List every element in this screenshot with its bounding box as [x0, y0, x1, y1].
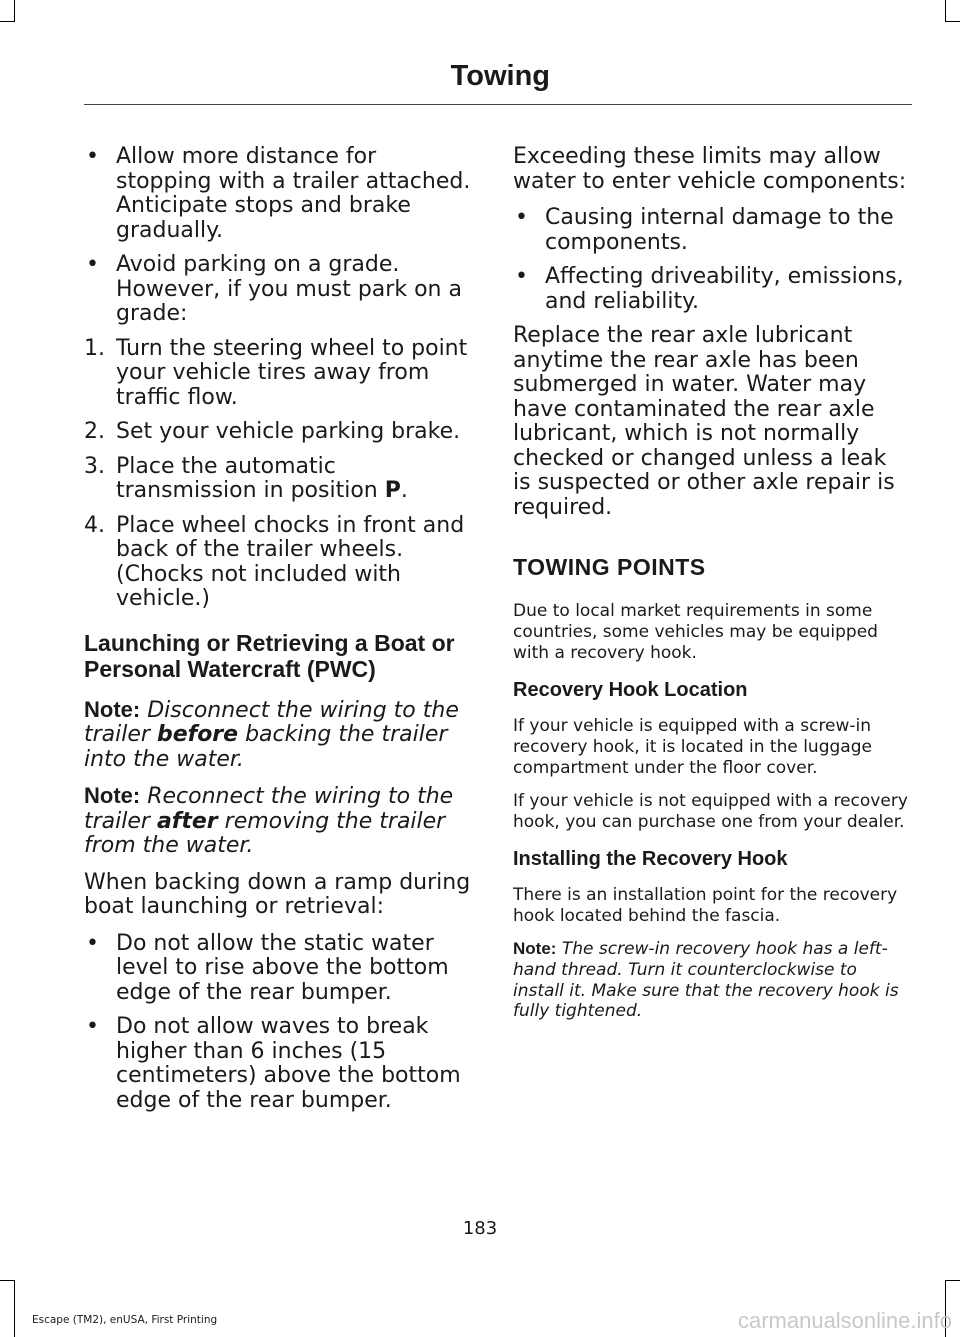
step-item — [84, 455, 476, 504]
note-emphasis: after — [156, 808, 218, 834]
list-item — [513, 206, 909, 255]
note-label: Note: — [513, 938, 557, 958]
step-text: Place wheel chocks in front and back of the trailer wheels. (Chocks not included with vehicle.) — [116, 512, 465, 611]
left-column — [84, 145, 476, 1123]
note-text: backing the trailer into the water. — [84, 722, 448, 772]
step-text-part: . — [400, 478, 408, 503]
subsection-heading: Installing the Recovery Hook — [513, 848, 788, 871]
note — [84, 698, 476, 773]
step-number: 4. — [84, 512, 105, 538]
gear-position: P — [384, 478, 401, 503]
step-text-part: Place the automatic transmission in position — [116, 453, 385, 503]
crop-mark — [945, 21, 960, 22]
note-label: Note: — [84, 783, 141, 808]
crop-mark — [14, 0, 15, 22]
paragraph: There is an installation point for the recovery hook located behind the fascia. — [513, 885, 898, 927]
step-number: 3. — [84, 453, 105, 479]
step-number: 2. — [84, 419, 105, 444]
step-text: Set your vehicle parking brake. — [116, 419, 461, 444]
page-title: Towing — [450, 60, 550, 92]
list-item-text: Allow more distance for stopping with a trailer attached. Anticipate stops and brake gradually. — [116, 144, 471, 243]
bullet-glyph: • — [515, 264, 528, 289]
paragraph: Due to local market requirements in some countries, some vehicles may be equipped with a recovery hook. — [513, 601, 878, 663]
list-item — [84, 145, 476, 243]
note-text: removing the trailer from the water. — [84, 808, 446, 858]
section-subheading: Launching or Retrieving a Boat or Personal Watercraft (PWC) — [84, 629, 455, 682]
note-text: Disconnect the wiring to the trailer — [84, 697, 459, 747]
paragraph: If your vehicle is not equipped with a recovery hook, you can purchase one from your dealer. — [513, 790, 908, 832]
step-number: 1. — [84, 335, 105, 361]
list-item — [84, 253, 476, 327]
list-item-text: Causing internal damage to the components. — [545, 205, 894, 255]
paragraph: When backing down a ramp during boat launching or retrieval: — [84, 869, 471, 919]
paragraph: Exceeding these limits may allow water to enter vehicle components: — [513, 144, 907, 194]
paragraph: If your vehicle is equipped with a screw-in recovery hook, it is located in the luggage compartment under the floor cover. — [513, 716, 872, 778]
bullet-glyph: • — [86, 1014, 99, 1039]
list-item-text: Do not allow the static water level to rise above the bottom edge of the rear bumper. — [116, 930, 449, 1005]
step-item — [84, 420, 476, 445]
bullet-glyph: • — [86, 252, 99, 277]
crop-mark — [0, 1280, 15, 1281]
list-item — [513, 265, 909, 314]
header-rule — [84, 104, 912, 105]
step-text: Turn the steering wheel to point your vehicle tires away from traffic flow. — [116, 335, 468, 410]
note — [84, 784, 476, 859]
section-heading: TOWING POINTS — [513, 554, 706, 580]
step-text — [116, 454, 408, 504]
note-text: The screw-in recovery hook has a left-hand thread. Turn it counterclockwise to install it. Make sure that the recovery hook is fully tightened. — [513, 938, 899, 1022]
crop-mark — [945, 1280, 960, 1281]
page-number: 183 — [462, 1218, 498, 1239]
note-text: Reconnect the wiring to the trailer — [84, 784, 454, 834]
bullet-glyph: • — [515, 205, 528, 230]
crop-mark — [14, 1280, 15, 1337]
list-item-text: Avoid parking on a grade. However, if you must park on a grade: — [116, 252, 462, 326]
step-item — [84, 514, 476, 612]
list-item — [84, 1015, 476, 1113]
bullet-glyph: • — [86, 144, 99, 169]
note-emphasis: before — [156, 722, 239, 747]
note — [513, 939, 909, 1022]
subsection-heading: Recovery Hook Location — [513, 679, 748, 702]
crop-mark — [0, 21, 15, 22]
watermark: carmanualsonline.info — [737, 1308, 952, 1333]
list-item-text: Affecting driveability, emissions, and reliability. — [545, 264, 904, 314]
note-label: Note: — [84, 696, 141, 722]
crop-mark — [945, 0, 946, 22]
list-item — [84, 932, 476, 1006]
paragraph: Replace the rear axle lubricant anytime the rear axle has been submerged in water. Water may have contaminated the rear axle lubricant, which is not normally checked or changed unless a leak is suspected or other axle repair is required. — [513, 323, 895, 520]
step-item — [84, 337, 476, 411]
list-item-text: Do not allow waves to break higher than 6 inches (15 centimeters) above the bottom edge of the rear bumper. — [116, 1014, 461, 1113]
edition-footer: Escape (TM2), enUSA, First Printing — [32, 1314, 218, 1326]
right-column — [513, 145, 909, 1034]
bullet-glyph: • — [86, 930, 99, 956]
